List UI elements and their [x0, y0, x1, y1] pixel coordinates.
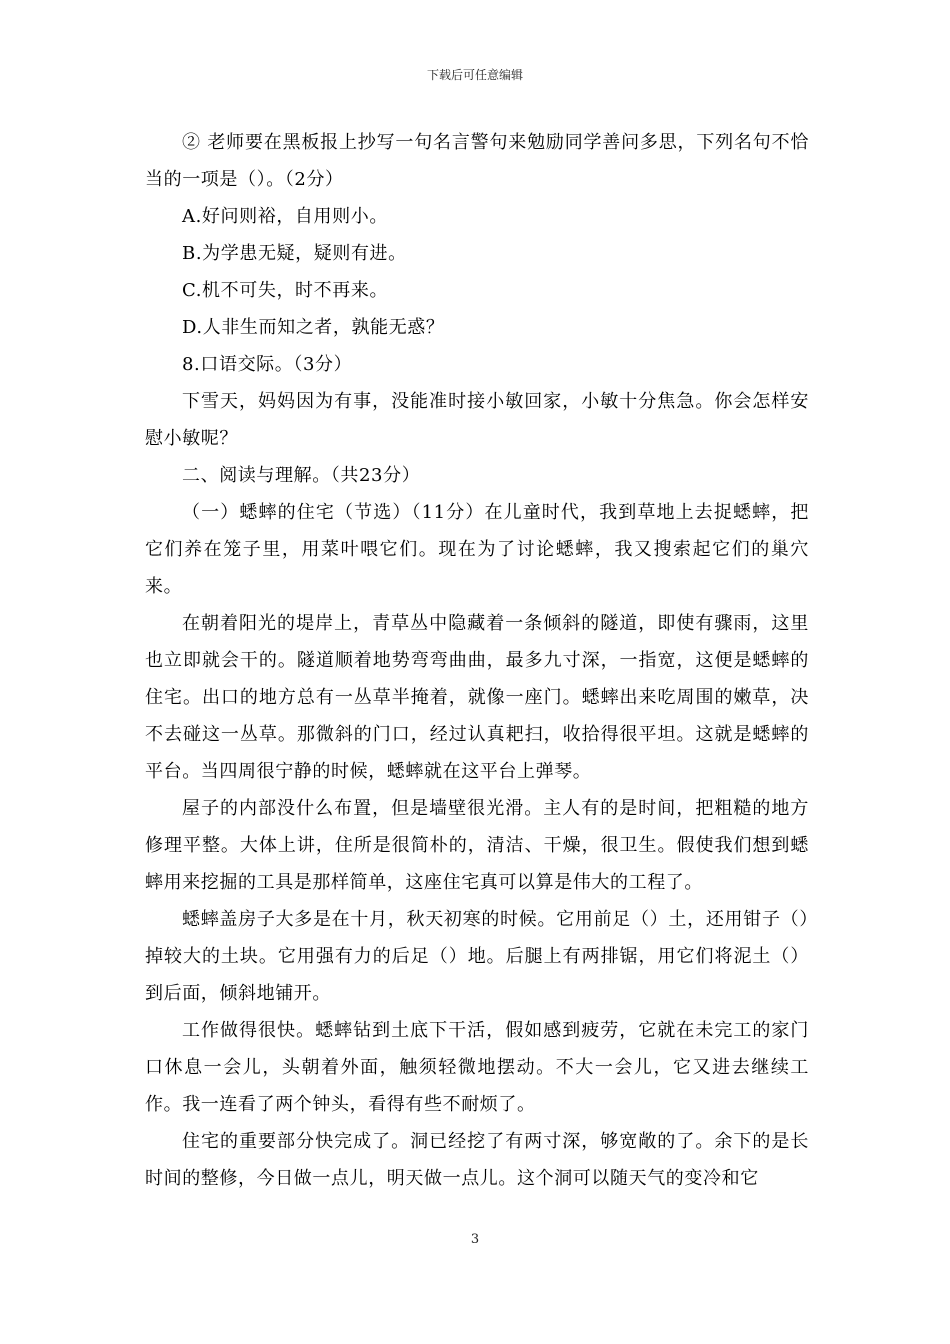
document-body: [145, 124, 809, 1197]
passage-paragraph: （一）蟋蟀的住宅（节选）（11分）在儿童时代，我到草地上去捉蟋蟀，把它们养在笼子里，用菜叶喂它们。现在为了讨论蟋蟀，我又搜索起它们的巢穴来。: [145, 502, 809, 597]
option-d: D.人非生而知之者，孰能无惑？: [182, 317, 445, 338]
option-b: B.为学患无疑，疑则有进。: [182, 243, 407, 264]
passage-paragraph: 屋子的内部没什么布置，但是墙壁很光滑。主人有的是时间，把粗糙的地方修理平整。大体上讲，住所是很简朴的，清洁、干燥，很卫生。假使我们想到蟋蟀用来挖掘的工具是那样简单，这座住宅真可以算是伟大的工程了。: [145, 798, 809, 893]
question-2-prompt: ② 老师要在黑板报上抄写一句名言警句来勉励同学善问多思，下列名句不恰当的一项是（）。（2分）: [145, 132, 809, 190]
option-a: A.好问则裕，自用则小。: [182, 206, 388, 227]
question-8-heading: 8.口语交际。（3分）: [182, 354, 353, 375]
page-number: 3: [470, 1232, 480, 1247]
option-c: C.机不可失，时不再来。: [182, 280, 389, 301]
section-2-heading: 二、阅读与理解。（共23分）: [182, 465, 421, 486]
passage-paragraph: 工作做得很快。蟋蟀钻到土底下干活，假如感到疲劳，它就在未完工的家门口休息一会儿，头朝着外面，触须轻微地摆动。不大一会儿，它又进去继续工作。我一连看了两个钟头，看得有些不耐烦了。: [145, 1020, 809, 1115]
passage-paragraph: 住宅的重要部分快完成了。洞已经挖了有两寸深，够宽敞的了。余下的是长时间的整修，今日做一点儿，明天做一点儿。这个洞可以随天气的变冷和它: [145, 1131, 809, 1189]
page-header: 下载后可任意编辑: [426, 68, 523, 82]
passage-paragraph: 蟋蟀盖房子大多是在十月，秋天初寒的时候。它用前足（）土，还用钳子（）掉较大的土块。它用强有力的后足（）地。后腿上有两排锯，用它们将泥土（）到后面，倾斜地铺开。: [145, 909, 809, 1004]
question-8-prompt: 下雪天，妈妈因为有事，没能准时接小敏回家，小敏十分焦急。你会怎样安慰小敏呢？: [145, 391, 809, 449]
passage-paragraph: 在朝着阳光的堤岸上，青草丛中隐藏着一条倾斜的隧道，即使有骤雨，这里也立即就会干的。隧道顺着地势弯弯曲曲，最多九寸深，一指宽，这便是蟋蟀的住宅。出口的地方总有一丛草半掩着，就像一座门。蟋蟀出来吃周围的嫩草，决不去碰这一丛草。那微斜的门口，经过认真耙扫，收拾得很平坦。这就是蟋蟀的平台。当四周很宁静的时候，蟋蟀就在这平台上弹琴。: [145, 613, 809, 782]
